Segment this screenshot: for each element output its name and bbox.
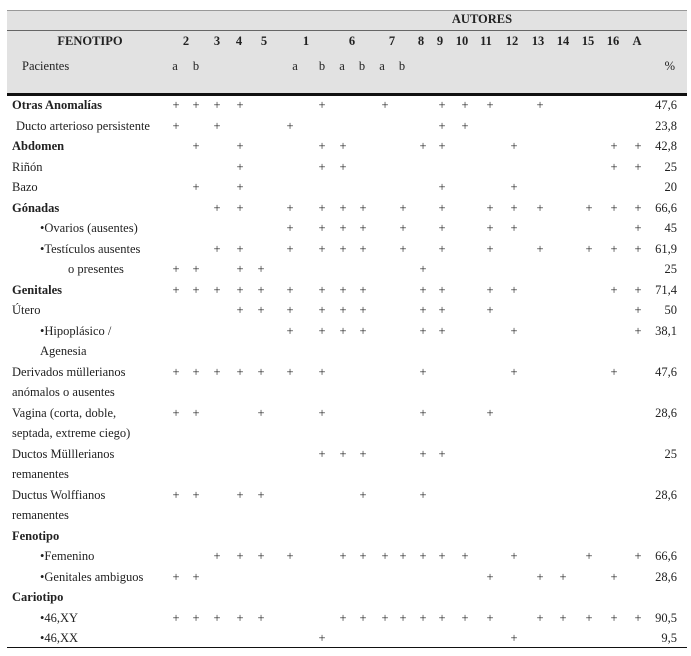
row-label: •46,XX — [40, 631, 79, 645]
row-percent: 61,9 — [655, 241, 677, 256]
plus-mark-1b: + — [318, 446, 326, 461]
plus-mark-1a: + — [286, 364, 294, 379]
plus-mark-A: + — [634, 610, 642, 625]
plus-mark-2b: + — [192, 364, 200, 379]
plus-mark-12: + — [510, 364, 518, 379]
plus-mark-5: + — [257, 303, 265, 317]
percent-column-header: % — [664, 59, 675, 73]
plus-mark-12: + — [510, 282, 518, 297]
plus-mark-2a: + — [172, 610, 180, 625]
row-label: •Genitales ambiguos — [40, 569, 144, 584]
table-row — [0, 177, 691, 198]
plus-mark-4: + — [236, 98, 244, 112]
author-column-14: 14 — [556, 34, 570, 48]
row-percent: 45 — [664, 221, 677, 235]
plus-mark-11: + — [486, 610, 494, 625]
author-column-10: 10 — [455, 34, 469, 48]
plus-mark-12: + — [510, 200, 518, 215]
plus-mark-1b: + — [318, 221, 326, 235]
row-label: •46,XY — [40, 610, 79, 625]
plus-mark-1a: + — [286, 303, 294, 317]
row-label: Vagina (corta, doble, septada, extreme ciego) — [12, 405, 131, 440]
row-percent: 50 — [664, 303, 677, 317]
plus-mark-16: + — [610, 139, 618, 153]
authors-group-title: AUTORES — [451, 12, 513, 26]
patient-subcolumn: b — [398, 59, 406, 73]
plus-mark-2a: + — [172, 487, 180, 502]
plus-mark-13: + — [536, 610, 544, 625]
author-column-6: 6 — [348, 34, 356, 48]
plus-mark-16: + — [610, 241, 618, 256]
plus-mark-6a: + — [339, 610, 347, 625]
plus-mark-8: + — [419, 262, 427, 276]
plus-mark-11: + — [486, 241, 494, 256]
plus-mark-9: + — [438, 323, 446, 338]
plus-mark-1b: + — [318, 364, 326, 379]
plus-mark-9: + — [438, 200, 446, 215]
plus-mark-16: + — [610, 610, 618, 625]
plus-mark-1b: + — [318, 631, 326, 645]
plus-mark-2a: + — [172, 569, 180, 584]
plus-mark-16: + — [610, 159, 618, 174]
row-percent: 38,1 — [655, 323, 677, 338]
plus-mark-13: + — [536, 200, 544, 215]
patient-subcolumn: a — [339, 59, 345, 73]
row-label: Ductos Mülllerianos remanentes — [12, 446, 115, 481]
plus-mark-1b: + — [318, 303, 326, 317]
plus-mark-11: + — [486, 98, 494, 112]
plus-mark-9: + — [438, 98, 446, 112]
plus-mark-7a: + — [381, 610, 389, 625]
plus-mark-12: + — [510, 323, 518, 338]
table-row — [0, 587, 691, 608]
plus-mark-4: + — [236, 487, 244, 502]
table-row — [0, 198, 691, 219]
plus-mark-6b: + — [359, 549, 367, 563]
plus-mark-1b: + — [318, 282, 326, 297]
row-percent: 25 — [664, 159, 677, 174]
plus-mark-A: + — [634, 139, 642, 153]
plus-mark-11: + — [486, 282, 494, 297]
plus-mark-2b: + — [192, 180, 200, 194]
plus-mark-13: + — [536, 569, 544, 584]
plus-mark-1a: + — [286, 118, 294, 133]
author-column-4: 4 — [235, 34, 243, 48]
plus-mark-1b: + — [318, 241, 326, 256]
patients-label: Pacientes — [22, 59, 70, 73]
plus-mark-10: + — [461, 610, 469, 625]
author-column-8: 8 — [417, 34, 425, 48]
plus-mark-2b: + — [192, 405, 200, 420]
plus-mark-5: + — [257, 262, 265, 276]
plus-mark-12: + — [510, 221, 518, 235]
plus-mark-11: + — [486, 221, 494, 235]
plus-mark-1a: + — [286, 282, 294, 297]
plus-mark-2a: + — [172, 262, 180, 276]
plus-mark-2b: + — [192, 262, 200, 276]
table-row — [0, 444, 691, 485]
plus-mark-6a: + — [339, 323, 347, 338]
row-percent: 9,5 — [661, 631, 677, 645]
plus-mark-12: + — [510, 139, 518, 153]
table-row — [0, 608, 691, 629]
plus-mark-6b: + — [359, 282, 367, 297]
plus-mark-6a: + — [339, 282, 347, 297]
plus-mark-6b: + — [359, 487, 367, 502]
plus-mark-5: + — [257, 282, 265, 297]
plus-mark-8: + — [419, 487, 427, 502]
header-divider — [7, 30, 687, 31]
row-percent: 47,6 — [655, 364, 677, 379]
plus-mark-5: + — [257, 549, 265, 563]
plus-mark-6b: + — [359, 323, 367, 338]
plus-mark-4: + — [236, 139, 244, 153]
plus-mark-12: + — [510, 549, 518, 563]
plus-mark-6a: + — [339, 200, 347, 215]
plus-mark-9: + — [438, 303, 446, 317]
table-row — [0, 259, 691, 280]
plus-mark-4: + — [236, 200, 244, 215]
row-percent: 28,6 — [655, 569, 677, 584]
plus-mark-8: + — [419, 303, 427, 317]
plus-mark-5: + — [257, 364, 265, 379]
plus-mark-14: + — [559, 569, 567, 584]
plus-mark-13: + — [536, 241, 544, 256]
plus-mark-6a: + — [339, 446, 347, 461]
row-label: Genitales — [12, 282, 62, 297]
author-column-12: 12 — [505, 34, 519, 48]
plus-mark-9: + — [438, 221, 446, 235]
plus-mark-3: + — [213, 610, 221, 625]
table-row — [0, 157, 691, 178]
plus-mark-15: + — [585, 549, 593, 563]
row-label: Útero — [12, 303, 41, 317]
plus-mark-10: + — [461, 118, 469, 133]
plus-mark-6b: + — [359, 610, 367, 625]
plus-mark-6b: + — [359, 241, 367, 256]
plus-mark-A: + — [634, 282, 642, 297]
plus-mark-7b: + — [399, 221, 407, 235]
plus-mark-7b: + — [399, 200, 407, 215]
plus-mark-9: + — [438, 446, 446, 461]
plus-mark-2a: + — [172, 282, 180, 297]
row-label: •Femenino — [40, 549, 95, 563]
plus-mark-4: + — [236, 549, 244, 563]
plus-mark-6b: + — [359, 200, 367, 215]
plus-mark-9: + — [438, 241, 446, 256]
plus-mark-6a: + — [339, 549, 347, 563]
plus-mark-6b: + — [359, 303, 367, 317]
plus-mark-12: + — [510, 180, 518, 194]
plus-mark-3: + — [213, 98, 221, 112]
plus-mark-4: + — [236, 262, 244, 276]
row-label: Riñón — [12, 159, 43, 174]
plus-mark-11: + — [486, 405, 494, 420]
row-percent: 42,8 — [655, 139, 677, 153]
plus-mark-2b: + — [192, 610, 200, 625]
table-row — [0, 546, 691, 567]
plus-mark-1a: + — [286, 549, 294, 563]
plus-mark-16: + — [610, 364, 618, 379]
row-label: •Hipoplásico / Agenesia — [40, 323, 112, 358]
plus-mark-8: + — [419, 323, 427, 338]
table-row — [0, 300, 691, 321]
plus-mark-1b: + — [318, 159, 326, 174]
table-row — [0, 567, 691, 588]
plus-mark-8: + — [419, 139, 427, 153]
row-percent: 71,4 — [655, 282, 677, 297]
plus-mark-A: + — [634, 241, 642, 256]
table-row — [0, 95, 691, 116]
plus-mark-7a: + — [381, 98, 389, 112]
plus-mark-14: + — [559, 610, 567, 625]
row-percent: 90,5 — [655, 610, 677, 625]
plus-mark-1a: + — [286, 200, 294, 215]
plus-mark-7b: + — [399, 549, 407, 563]
table-row — [0, 136, 691, 157]
plus-mark-3: + — [213, 200, 221, 215]
patient-subcolumn: b — [318, 59, 326, 73]
plus-mark-A: + — [634, 303, 642, 317]
plus-mark-A: + — [634, 549, 642, 563]
row-label: Derivados müllerianos anómalos o ausentes — [12, 364, 126, 399]
plus-mark-2b: + — [192, 98, 200, 112]
author-column-A: A — [632, 34, 642, 48]
row-percent: 66,6 — [655, 549, 677, 563]
row-percent: 25 — [664, 446, 677, 461]
author-column-15: 15 — [581, 34, 595, 48]
row-label: •Testículos ausentes — [40, 241, 141, 256]
plus-mark-4: + — [236, 610, 244, 625]
patient-subcolumn: a — [172, 59, 178, 73]
plus-mark-8: + — [419, 446, 427, 461]
plus-mark-5: + — [257, 405, 265, 420]
plus-mark-9: + — [438, 180, 446, 194]
phenotype-column-header: FENOTIPO — [57, 34, 123, 48]
plus-mark-4: + — [236, 303, 244, 317]
plus-mark-2b: + — [192, 487, 200, 502]
patient-subcolumn: a — [292, 59, 298, 73]
plus-mark-3: + — [213, 282, 221, 297]
plus-mark-2b: + — [192, 282, 200, 297]
plus-mark-2b: + — [192, 569, 200, 584]
plus-mark-4: + — [236, 241, 244, 256]
row-label: o presentes — [68, 262, 124, 276]
plus-mark-4: + — [236, 180, 244, 194]
row-percent: 47,6 — [655, 98, 677, 112]
row-label: Ducto arterioso persistente — [16, 118, 150, 133]
plus-mark-A: + — [634, 221, 642, 235]
plus-mark-A: + — [634, 323, 642, 338]
table-row — [0, 628, 691, 649]
table-row — [0, 403, 691, 444]
plus-mark-4: + — [236, 364, 244, 379]
plus-mark-9: + — [438, 139, 446, 153]
plus-mark-4: + — [236, 282, 244, 297]
plus-mark-1b: + — [318, 98, 326, 112]
plus-mark-2a: + — [172, 405, 180, 420]
plus-mark-6b: + — [359, 446, 367, 461]
author-column-2: 2 — [182, 34, 190, 48]
plus-mark-8: + — [419, 610, 427, 625]
plus-mark-9: + — [438, 610, 446, 625]
author-column-1: 1 — [302, 34, 310, 48]
plus-mark-15: + — [585, 610, 593, 625]
plus-mark-8: + — [419, 549, 427, 563]
plus-mark-16: + — [610, 200, 618, 215]
plus-mark-9: + — [438, 549, 446, 563]
plus-mark-7a: + — [381, 549, 389, 563]
table-row — [0, 280, 691, 301]
author-column-11: 11 — [480, 34, 492, 48]
plus-mark-16: + — [610, 569, 618, 584]
row-label: •Ovarios (ausentes) — [40, 221, 138, 235]
patient-subcolumn: a — [379, 59, 385, 73]
plus-mark-16: + — [610, 282, 618, 297]
row-label: Gónadas — [12, 200, 60, 215]
row-percent: 28,6 — [655, 405, 677, 420]
plus-mark-6a: + — [339, 221, 347, 235]
plus-mark-5: + — [257, 487, 265, 502]
plus-mark-12: + — [510, 631, 518, 645]
author-column-7: 7 — [388, 34, 396, 48]
plus-mark-10: + — [461, 98, 469, 112]
table-row — [0, 321, 691, 362]
plus-mark-6a: + — [339, 241, 347, 256]
table-row — [0, 116, 691, 137]
plus-mark-7b: + — [399, 610, 407, 625]
plus-mark-5: + — [257, 610, 265, 625]
row-label: Cariotipo — [12, 590, 64, 604]
plus-mark-6a: + — [339, 159, 347, 174]
plus-mark-13: + — [536, 98, 544, 112]
plus-mark-10: + — [461, 549, 469, 563]
plus-mark-8: + — [419, 282, 427, 297]
plus-mark-15: + — [585, 200, 593, 215]
plus-mark-3: + — [213, 364, 221, 379]
table-header — [7, 10, 687, 95]
plus-mark-1a: + — [286, 221, 294, 235]
table-row — [0, 239, 691, 260]
row-percent: 25 — [664, 262, 677, 276]
row-percent: 66,6 — [655, 200, 677, 215]
row-label: Otras Anomalías — [12, 98, 102, 112]
plus-mark-1b: + — [318, 405, 326, 420]
author-column-3: 3 — [213, 34, 221, 48]
plus-mark-2b: + — [192, 139, 200, 153]
author-column-9: 9 — [436, 34, 444, 48]
patient-subcolumn: b — [358, 59, 366, 73]
table-row — [0, 526, 691, 547]
author-column-13: 13 — [531, 34, 545, 48]
author-column-5: 5 — [260, 34, 268, 48]
plus-mark-1b: + — [318, 323, 326, 338]
row-percent: 20 — [664, 180, 677, 194]
plus-mark-4: + — [236, 159, 244, 174]
row-percent: 23,8 — [655, 118, 677, 133]
plus-mark-6a: + — [339, 303, 347, 317]
plus-mark-11: + — [486, 303, 494, 317]
plus-mark-3: + — [213, 549, 221, 563]
row-label: Ductus Wolffianos remanentes — [12, 487, 106, 522]
plus-mark-6a: + — [339, 139, 347, 153]
plus-mark-9: + — [438, 118, 446, 133]
plus-mark-3: + — [213, 118, 221, 133]
plus-mark-11: + — [486, 569, 494, 584]
plus-mark-11: + — [486, 200, 494, 215]
plus-mark-8: + — [419, 364, 427, 379]
plus-mark-2a: + — [172, 98, 180, 112]
plus-mark-1a: + — [286, 241, 294, 256]
plus-mark-A: + — [634, 159, 642, 174]
table-row — [0, 218, 691, 239]
patient-subcolumn: b — [192, 59, 200, 73]
row-label: Fenotipo — [12, 528, 60, 543]
row-label: Bazo — [12, 180, 38, 194]
row-percent: 28,6 — [655, 487, 677, 502]
plus-mark-9: + — [438, 282, 446, 297]
plus-mark-8: + — [419, 405, 427, 420]
row-label: Abdomen — [12, 139, 65, 153]
table-bottom-rule — [7, 647, 687, 648]
table-row — [0, 485, 691, 526]
plus-mark-2a: + — [172, 118, 180, 133]
plus-mark-1b: + — [318, 139, 326, 153]
plus-mark-1b: + — [318, 200, 326, 215]
plus-mark-7b: + — [399, 241, 407, 256]
author-column-16: 16 — [606, 34, 620, 48]
plus-mark-3: + — [213, 241, 221, 256]
plus-mark-1a: + — [286, 323, 294, 338]
plus-mark-15: + — [585, 241, 593, 256]
plus-mark-2a: + — [172, 364, 180, 379]
table-row — [0, 362, 691, 403]
plus-mark-6b: + — [359, 221, 367, 235]
plus-mark-A: + — [634, 200, 642, 215]
